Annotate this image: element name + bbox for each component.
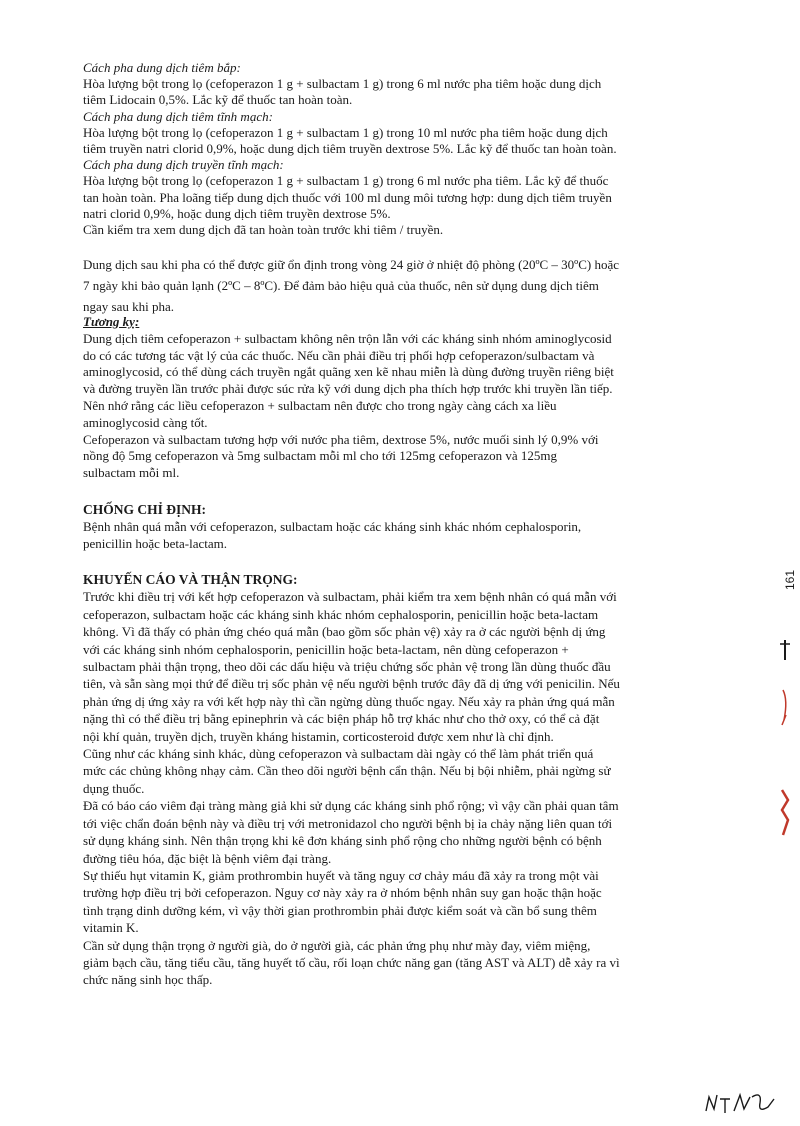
text-line: Dung dịch sau khi pha có thể được giữ ổn định trong vòng 24 giờ ở nhiệt độ phòng (20ºC – 30ºC) hoặc [83,257,619,272]
text-line: chức năng sinh học thấp. [83,972,213,988]
incompatibility-heading: Tương kỵ: [83,314,140,329]
im-heading: Cách pha dung dịch tiêm bắp: [83,60,241,75]
text-line: sulbactam mỗi ml. [83,465,180,481]
text-line: tan hoàn toàn. Pha loãng tiếp dung dịch thuốc với 100 ml dung môi tương hợp: dung dịch tiêm truyền [83,189,612,205]
text-line: tiêm Lidocain 0,5%. Lắc kỹ để thuốc tan hoàn toàn. [83,92,353,108]
text-line: nồng độ 5mg cefoperazon và 5mg sulbactam mỗi ml cho tới 125mg cefoperazon và 125mg [83,448,558,464]
text-line: Sự thiếu hụt vitamin K, giảm prothrombin huyết và tăng nguy cơ chảy máu đã xảy ra trong một vài [83,867,599,883]
text-line: Hòa lượng bột trong lọ (cefoperazon 1 g + sulbactam 1 g) trong 10 ml nước pha tiêm hoặc dung dịch [83,124,608,140]
text-line: Nên nhớ rằng các liều cefoperazon + sulbactam nên được cho trong ngày càng cách xa liều [83,397,557,413]
text-line: tiên, và sẵn sàng mọi thứ để điều trị sốc phản vệ nếu người bệnh trước đây đã dị ứng với penicilin. Nếu [83,676,620,692]
text-line: Cefoperazon và sulbactam tương hợp với nước pha tiêm, dextrose 5%, nước muối sinh lý 0,9% với [83,431,599,447]
incompatibility-section [83,314,711,482]
text-line: Bệnh nhân quá mẫn với cefoperazon, sulbactam hoặc các kháng sinh khác nhóm cephalosporin, [83,519,582,534]
text-line: Cần kiểm tra xem dung dịch đã tan hoàn toàn trước khi tiêm / truyền. [83,222,444,238]
text-line: do có các tương tác vật lý của các thuốc. Nếu cần phải điều trị phối hợp cefoperazon/sulbactam và [83,347,595,363]
text-line: Đã có báo cáo viêm đại tràng màng giả khi sử dụng các kháng sinh phổ rộng; vì vậy cần phải quan tâm [83,798,619,814]
text-line: Cũng như các kháng sinh khác, dùng cefoperazon và sulbactam dài ngày có thể làm phát triển quá [83,746,594,762]
text-line: natri clorid 0,9%, hoặc dung dịch tiêm truyền dextrose 5%. [83,205,391,221]
warnings-heading: KHUYẾN CÁO VÀ THẬN TRỌNG: [83,572,298,587]
text-line: tình trạng dinh dưỡng kém, vì vậy thời gian prothrombin phải được kiểm soát và cần bổ sung thêm [83,902,597,918]
text-line: cefoperazon, sulbactam hoặc các kháng sinh khác nhóm cephalosporin, penicillin hoặc beta-lactam [83,606,599,622]
text-line: mức các chủng không nhạy cảm. Cần theo dõi người bệnh cẩn thận. Nếu bị bội nhiễm, phải ngừng sử [83,763,611,779]
contraindications-section [83,501,711,552]
infusion-heading: Cách pha dung dịch truyền tĩnh mạch: [83,157,284,173]
text-line: nặng thì có thể điều trị bằng epinephrin và các biện pháp hỗ trợ khác như cho thở oxy, có thể cả đặt [83,711,600,727]
signature-icon [700,1085,780,1119]
text-line: phản ứng dị ứng xảy ra với kết hợp này thì cần ngừng dùng thuốc ngay. Nếu xảy ra phản ứng quá mẫn [83,693,615,709]
text-line: Dung dịch tiêm cefoperazon + sulbactam không nên trộn lẫn với các kháng sinh nhóm aminoglycosid [83,330,612,346]
text-line: ngay sau khi pha. [83,299,174,314]
text-line: không. Vì đã thấy có phản ứng chéo quá mẫn (bao gồm sốc phản vệ) xảy ra ở các người bệnh dị ứng [83,624,606,640]
stability-section [83,254,711,317]
text-line: với các kháng sinh nhóm cephalosporin, penicillin hoặc beta-lactam, nên dùng cefoperazon + [83,641,569,657]
text-line: aminoglycosid, có thể dùng cách truyền ngắt quãng xen kẽ nhau miễn là dùng đường truyền riêng biệt [83,364,614,380]
text-line: Hòa lượng bột trong lọ (cefoperazon 1 g + sulbactam 1 g) trong 6 ml nước pha tiêm hoặc dung dịch [83,76,602,92]
page-mark: 161 [783,570,797,591]
contraindications-heading: CHỐNG CHỈ ĐỊNH: [83,502,207,517]
text-line: dụng thuốc. [83,780,145,796]
text-line: Hòa lượng bột trong lọ (cefoperazon 1 g + sulbactam 1 g) trong 6 ml nước pha tiêm. Lắc kỹ để thuốc [83,173,609,189]
text-line: penicillin hoặc beta-lactam. [83,536,228,551]
text-line: 7 ngày khi bảo quản lạnh (2ºC – 8ºC). Để đảm bảo hiệu quả của thuốc, nên sử dụng dung dịch tiêm [83,278,599,293]
text-line: nội khí quản, truyền dịch, truyền kháng histamin, corticosteroid được xem như là chỉ định. [83,728,554,744]
text-line: giảm bạch cầu, tăng tiểu cầu, tăng huyết tố cầu, rối loạn chức năng gan (tăng AST và ALT) dễ xảy ra vì [83,954,620,970]
text-line: sử dụng kháng sinh. Nên thận trọng khi kê đơn kháng sinh phổ rộng cho những người bệnh có bệnh [83,833,602,849]
warnings-section [83,571,711,989]
margin-stamp-icon [774,640,796,840]
text-line: đường tiêu hóa, đặc biệt là bệnh viêm đại tràng. [83,850,332,866]
text-line: tới việc chẩn đoán bệnh này và điều trị với metronidazol cho người bệnh bị ỉa chảy nặng liên quan tới [83,815,613,831]
iv-heading: Cách pha dung dịch tiêm tĩnh mạch: [83,108,273,124]
text-line: sulbactam phải thận trọng, theo dõi các dấu hiệu và triệu chứng sốc phản vệ trong lần dùng thuốc đầu [83,659,611,675]
text-line: vitamin K. [83,920,139,936]
text-line: Cần sử dụng thận trọng ở người già, do ở người già, các phản ứng phụ như mày đay, viêm miệng, [83,937,591,953]
im-section [83,60,711,238]
text-line: tiêm truyền natri clorid 0,9%, hoặc dung dịch tiêm truyền dextrose 5%. Lắc kỹ để thuốc tan hoàn toàn. [83,141,617,157]
text-line: Trước khi điều trị với kết hợp cefoperazon và sulbactam, phải kiểm tra xem bệnh nhân có quá mẫn với [83,589,617,605]
text-line: và đường truyền lần trước phải được súc rửa kỹ với dung dịch pha thích hợp trước khi truyền lần tiếp. [83,381,613,397]
text-line: aminoglycosid càng tốt. [83,414,208,430]
text-line: trường hợp điều trị bởi cefoperazon. Nguy cơ này xảy ra ở nhóm bệnh nhân suy gan hoặc thận hoặc [83,885,602,901]
